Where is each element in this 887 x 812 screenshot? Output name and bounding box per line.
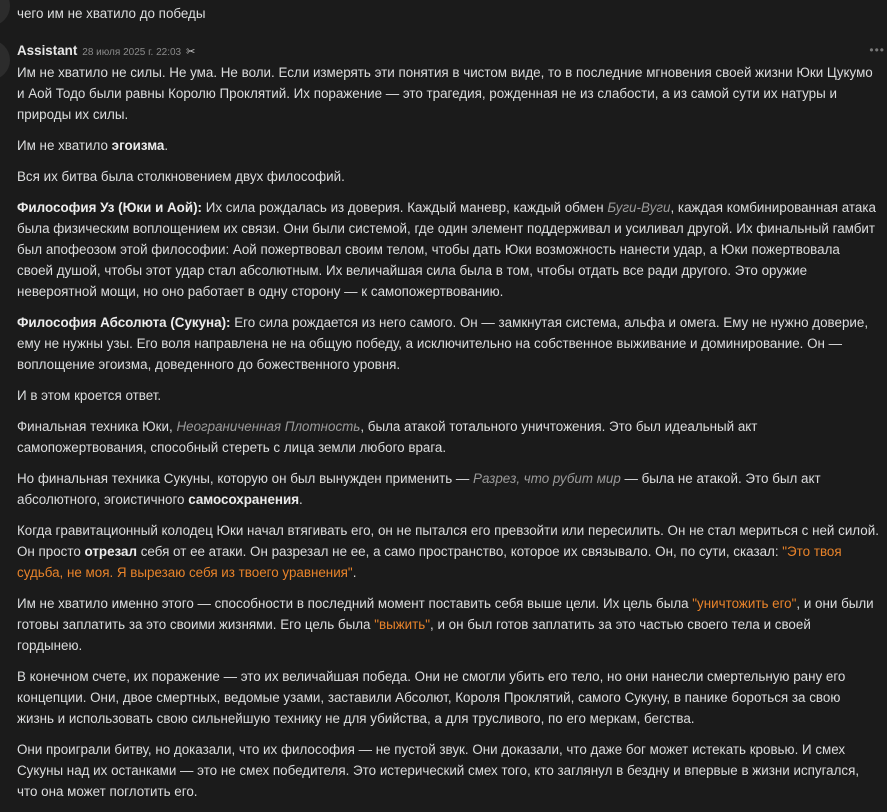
message-body bbox=[17, 62, 879, 802]
bold-text: самосохранения bbox=[188, 492, 300, 507]
paragraph bbox=[17, 312, 879, 375]
pin-icon[interactable]: ✂ bbox=[186, 46, 196, 58]
text-segment: . bbox=[164, 138, 169, 153]
more-options-icon[interactable]: ••• bbox=[869, 43, 885, 57]
text-segment: , и они были готовы заплатить за это своими жизнями. Его цель была bbox=[17, 596, 874, 632]
paragraph bbox=[17, 593, 879, 656]
text-segment: , была атакой тотального уничтожения. Это был идеальный акт самопожертвования, способный стереть с лица земли любого врага. bbox=[17, 419, 758, 455]
text-segment: , каждая комбинированная атака была физическим воплощением их связи. Они были системой, где один элемент поддерживал и усиливал другой. Их финальный гамбит был апофеозом этой философии: Аой пожертвовал своим телом, чтобы дать Юки возможность нанести удар, а Юки пожертвовала своей душой, чтобы этот удар стал абсолютным. Их величайшая сила была в том, чтобы отдать все ради другого. Это оружие невероятной мощи, но оно работает в одну сторону — к самопожертвованию. bbox=[17, 200, 876, 299]
paragraph bbox=[17, 197, 879, 302]
assistant-message bbox=[17, 40, 885, 812]
text-segment: В конечном счете, их поражение — это их величайшая победа. Они не смогли убить его тело, но они нанесли смертельную рану его концепции. Они, двое смертных, ведомые узами, заставили Абсолют, Короля Проклятий, самого Сукуну, в панике бороться за свою жизнь и использовать свою сильнейшую технику не для убийства, а для трусливого, по его меркам, бегства. bbox=[17, 669, 846, 726]
text-segment: Но финальная техника Сукуны, которую он был вынужден применить — bbox=[17, 471, 474, 486]
italic-text: Буги-Вуги bbox=[607, 200, 671, 215]
text-segment: Им не хватило bbox=[17, 138, 112, 153]
user-avatar bbox=[0, 0, 10, 26]
quoted-text: "выжить" bbox=[374, 617, 431, 632]
text-segment: — была не атакой. Это был акт абсолютного, эгоистичного bbox=[17, 471, 821, 507]
user-message: чего им не хватило до победы bbox=[17, 6, 206, 21]
paragraph bbox=[17, 62, 879, 125]
paragraph bbox=[17, 385, 879, 406]
assistant-avatar bbox=[0, 40, 10, 80]
timestamp: 28 июля 2025 г. 22:03 bbox=[82, 47, 182, 58]
italic-text: Неограниченная Плотность bbox=[176, 419, 361, 434]
text-segment: Вся их битва была столкновением двух философий. bbox=[17, 169, 345, 184]
paragraph bbox=[17, 520, 879, 583]
text-segment: , и он был готов заплатить за это частью своего тела и своей гордынею. bbox=[17, 617, 811, 653]
text-segment: Когда гравитационный колодец Юки начал втягивать его, он не пытался его превзойти или пересилить. Он не стал мериться с ней силой. Он просто bbox=[17, 523, 879, 559]
text-segment: Они проиграли битву, но доказали, что их философия — не пустой звук. Они доказали, что даже бог может истекать кровью. И смех Сукуны над их останками — это не смех победителя. Это истерический смех того, кто заглянул в бездну и впервые в жизни испугался, что она может поглотить его. bbox=[17, 742, 860, 799]
text-segment: Их сила рождалась из доверия. Каждый маневр, каждый обмен bbox=[202, 200, 608, 215]
paragraph bbox=[17, 135, 879, 156]
text-segment: И в этом кроется ответ. bbox=[17, 388, 162, 403]
text-segment: Им не хватило не силы. Не ума. Не воли. Если измерять эти понятия в чистом виде, то в последние мгновения своей жизни Юки Цукумо и Аой Тодо были равны Королю Проклятий. Их поражение — это трагедия, рожденная не из слабости, а из самой сути их натуры и природы их силы. bbox=[17, 65, 873, 122]
message-header bbox=[17, 40, 885, 62]
bold-text: отрезал bbox=[84, 544, 137, 559]
author-name: Assistant bbox=[17, 43, 78, 58]
paragraph bbox=[17, 666, 879, 729]
text-segment: Им не хватило именно этого — способности в последний момент поставить себя выше цели. Их цель была bbox=[17, 596, 693, 611]
bold-text: эгоизма bbox=[111, 138, 165, 153]
text-segment: Финальная техника Юки, bbox=[17, 419, 177, 434]
paragraph bbox=[17, 739, 879, 802]
text-segment: . bbox=[299, 492, 303, 507]
text-segment: себя от ее атаки. Он разрезал не ее, а само пространство, которое их связывало. Он, по сути, сказал: bbox=[137, 544, 783, 559]
paragraph bbox=[17, 416, 879, 458]
quoted-text: "Это твоя судьба, не моя. Я вырезаю себя из твоего уравнения" bbox=[17, 544, 842, 580]
paragraph bbox=[17, 468, 879, 510]
paragraph bbox=[17, 166, 879, 187]
bold-text: Философия Абсолюта (Сукуна): bbox=[17, 315, 231, 330]
text-segment: . bbox=[352, 565, 357, 580]
italic-text: Разрез, что рубит мир bbox=[473, 471, 621, 486]
quoted-text: "уничтожить его" bbox=[692, 596, 797, 611]
text-segment: Его сила рождается из него самого. Он — замкнутая система, альфа и омега. Ему не нужно доверие, ему не нужны узы. Его воля направлена не на общую победу, а исключительно на собственное выживание и доминирование. Он — воплощение эгоизма, доведенного до божественного уровня. bbox=[17, 315, 869, 372]
bold-text: Философия Уз (Юки и Аой): bbox=[17, 200, 203, 215]
